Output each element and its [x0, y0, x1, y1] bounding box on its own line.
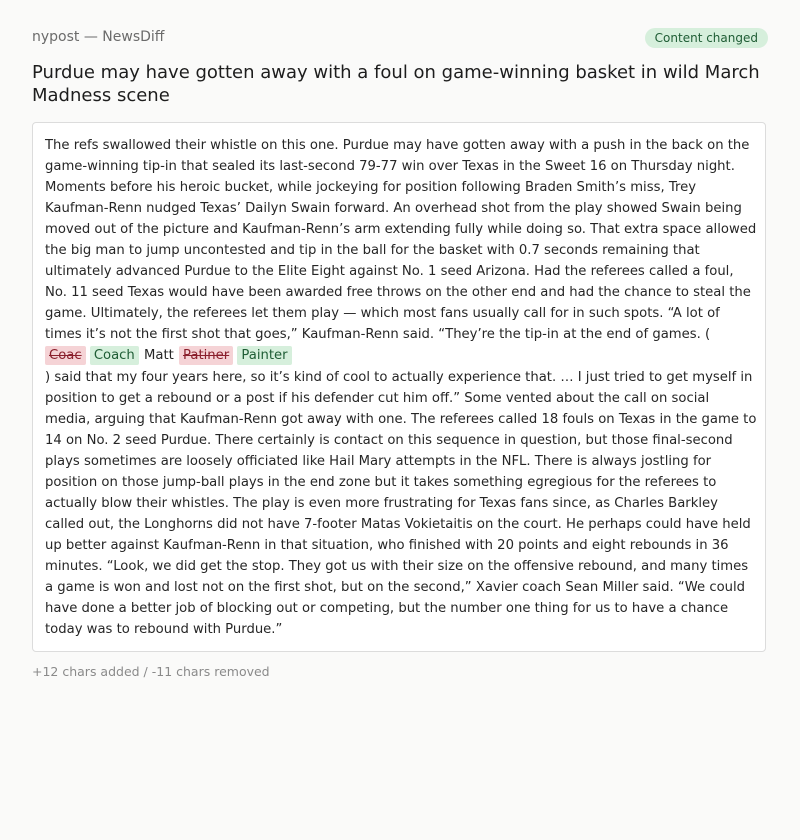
diff-text	[45, 135, 757, 640]
diff-panel	[32, 122, 766, 652]
inserted-text: Coach	[90, 346, 139, 365]
header	[32, 22, 768, 60]
text-before: The refs swallowed their whistle on this one. Purdue may have gotten away with a push in the back on the game-winning tip-in that sealed its last-second 79-77 win over Texas in the Sweet 16 on Thursday night. Moments before his heroic bucket, while jockeying for position following Braden Smith’s miss, Trey Kaufman-Renn nudged Texas’ Dailyn Swain forward. An overhead shot from the play showed Swain being moved out of the picture and Kaufman-Renn’s arm extending fully while doing so. That extra space allowed the big man to jump uncontested and tip in the ball for the basket with 0.7 seconds remaining that ultimately advanced Purdue to the Elite Eight against No. 1 seed Arizona. Had the referees called a foul, No. 11 seed Texas would have been awarded free throws on the other end and had the chance to steal the game. Ultimately, the referees let them play — which most fans usually call for in such spots. “A lot of times it’s not the first shot that goes,” Kaufman-Renn said. “They’re the tip-in at the end of games. (	[45, 138, 757, 342]
unchanged-text: Matt	[143, 348, 174, 363]
inserted-text: Painter	[237, 346, 291, 365]
text-after: ) said that my four years here, so it’s kind of cool to actually experience that. … I just tried to get myself in position to get a rebound or a post if his defender cut him off.” Some vented about the call on social media, arguing that Kaufman-Renn got away with one. The referees called 18 fouls on Texas in the game to 14 on No. 2 seed Purdue. There certainly is contact on this sequence in question, but those final-second plays sometimes are loosely officiated like Hail Mary attempts in the NFL. There is always jostling for position on those jump-ball plays in the end zone but it takes something egregious for the referees to actually blow their whistles. The play is even more frustrating for Texas fans since, as Charles Barkley called out, the Longhorns did not have 7-footer Matas Vokietaitis on the court. He perhaps could have held up better against Kaufman-Renn in that situation, who finished with 20 points and eight rebounds in 36 minutes. “Look, we did get the stop. They got us with their size on the offensive rebound, and many times a game is won and lost not on the first shot, but on the second,” Xavier coach Sean Miller said. “We could have done a better job of blocking out or competing, but the number one thing for us to have a chance today was to rebound with Purdue.”	[45, 370, 757, 637]
change-stats: +12 chars added / -11 chars removed	[32, 664, 270, 679]
source-label: nypost — NewsDiff	[32, 29, 165, 45]
deleted-text: Patiner	[179, 346, 233, 365]
page	[32, 0, 768, 679]
deleted-text: Coac	[45, 346, 86, 365]
change-line	[45, 345, 757, 367]
status-badge: Content changed	[645, 28, 768, 48]
article-title: Purdue may have gotten away with a foul on game-winning basket in wild March Madness scene	[32, 62, 760, 106]
